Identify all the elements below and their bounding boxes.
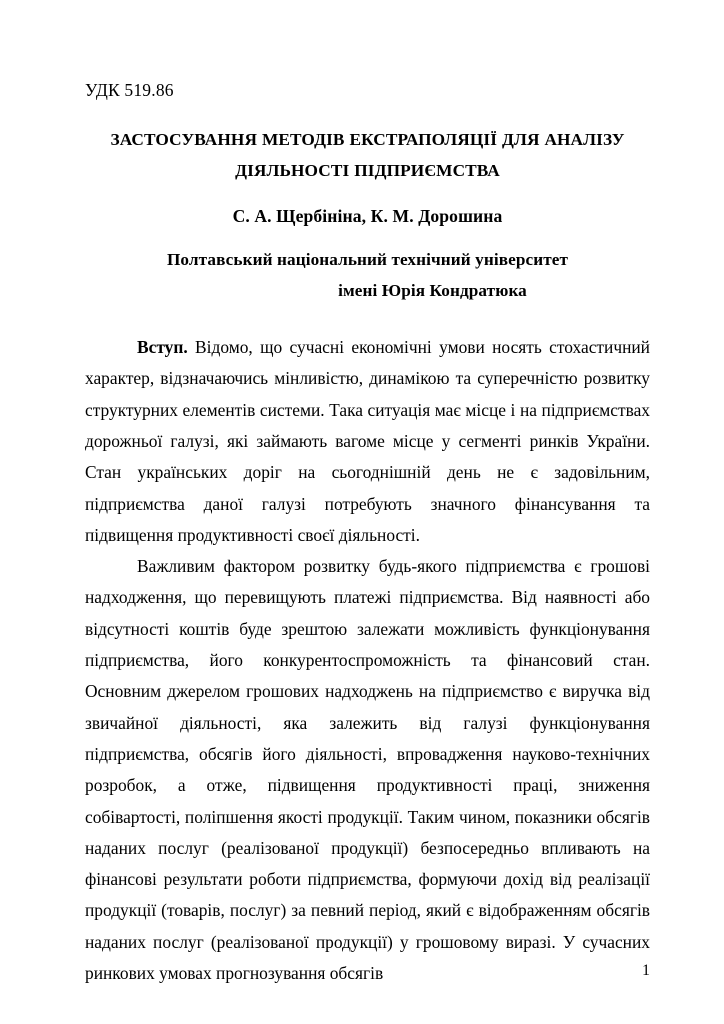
- affiliation: [85, 244, 650, 306]
- title-line-1: ЗАСТОСУВАННЯ МЕТОДІВ ЕКСТРАПОЛЯЦІЇ ДЛЯ АНАЛІЗУ: [110, 129, 625, 149]
- body-paragraph: [85, 332, 650, 551]
- affiliation-line-1: Полтавський національний технічний університет: [166, 250, 569, 270]
- page-title: [85, 124, 650, 186]
- page-number: 1: [642, 962, 650, 979]
- page-content: [85, 0, 650, 989]
- affiliation-line-2: імені Юрія Кондратюка: [338, 281, 527, 301]
- paragraph-lead-label: Вступ.: [137, 337, 188, 358]
- title-line-2: ДІЯЛЬНОСТІ ПІДПРИЄМСТВА: [235, 160, 500, 180]
- udk-classification-code: УДК 519.86: [85, 80, 174, 100]
- authors-list: С. А. Щербініна, К. М. Дорошина: [232, 205, 503, 226]
- paragraph-text: Відомо, що сучасні економічні умови носять стохастичний характер, відзначаючись мінливістю, динамікою та суперечністю розвитку структурних елементів системи. Така ситуація має місце і на підприємствах дорожньої галузі, які займають вагоме місце у сегменті ринків України. Стан українських доріг на сьогоднішній день не є задовільним, підприємства даної галузі потребують значного фінансування та підвищення продуктивності своєї діяльності.: [85, 337, 650, 545]
- paragraph-text: Важливим фактором розвитку будь-якого підприємства є грошові надходження, що перевищують платежі підприємства. Від наявності або відсутності коштів буде зрештою залежати можливість функціонування підприємства, його конкурентоспроможність та фінансовий стан. Основним джерелом грошових надходжень на підприємство є виручка від звичайної діяльності, яка залежить від галузі функціонування підприємства, обсягів його діяльності, впровадження науково-технічних розробок, а отже, підвищення продуктивності праці, зниження собівартості, поліпшення якості продукції. Таким чином, показники обсягів наданих послуг (реалізованої продукції) безпосередньо впливають на фінансові результати роботи підприємства, формуючи дохід від реалізації продукції (товарів, послуг) за певний період, який є відображенням обсягів наданих послуг (реалізованої продукції) у грошовому виразі. У сучасних ринкових умовах прогнозування обсягів: [85, 556, 650, 984]
- body-paragraph: [85, 551, 650, 989]
